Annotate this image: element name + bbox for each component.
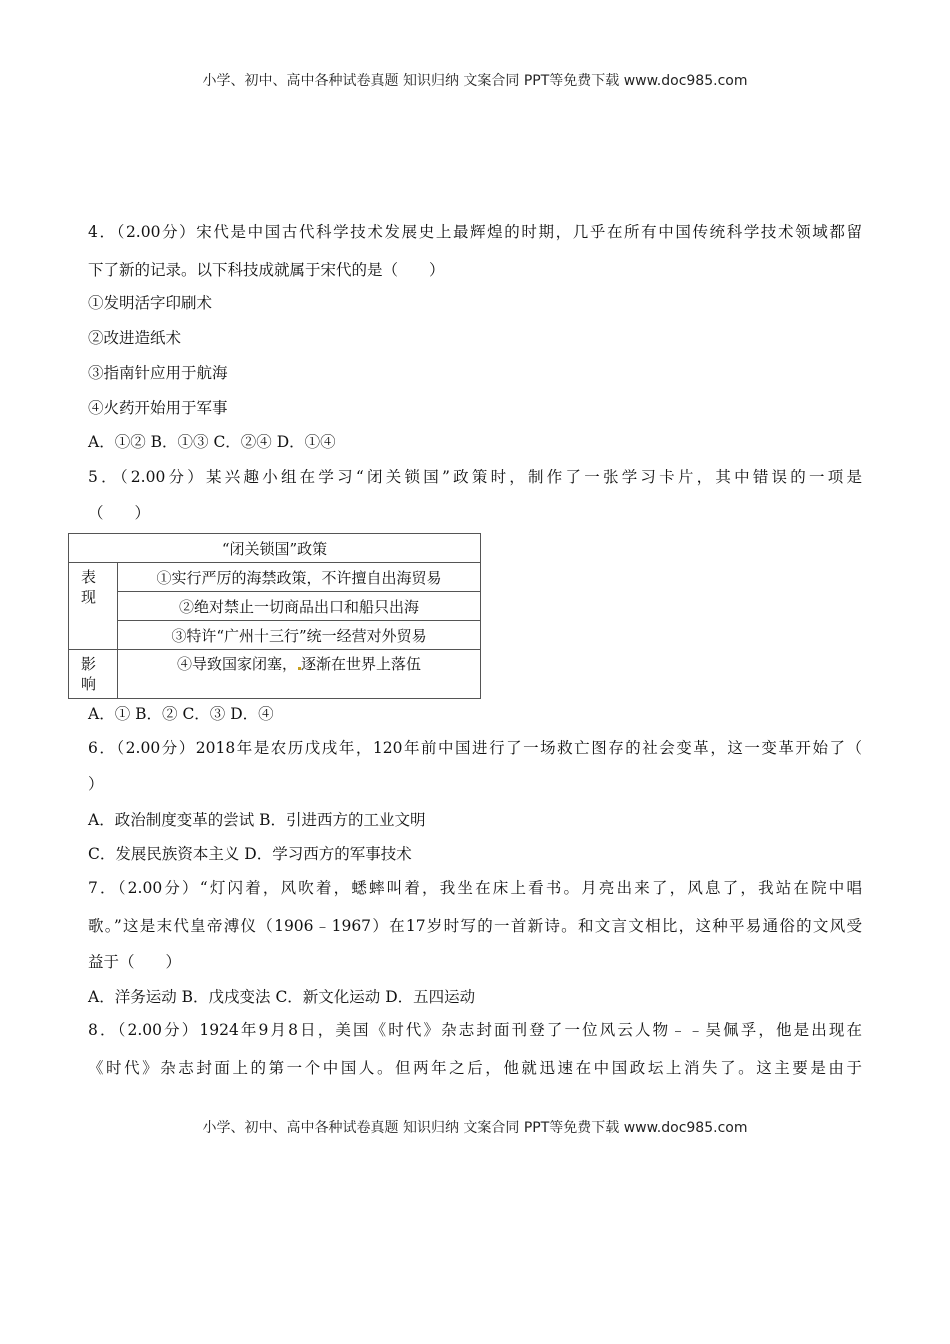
q5-stem-line1: 5．（2.00分）某兴趣小组在学习“闭关锁国”政策时，制作了一张学习卡片，其中错误的一项是 <box>88 468 862 486</box>
q5-options: A．① B．② C．③ D．④ <box>88 705 274 723</box>
q5-stem-line2: （ ） <box>88 504 151 522</box>
q4-item-3: ③指南针应用于航海 <box>88 364 228 382</box>
q4-item-1: ①发明活字印刷术 <box>88 294 213 312</box>
label-performance-text: 表现 <box>81 568 97 606</box>
q4-options: A．①② B．①③ C．②④ D．①④ <box>88 433 336 451</box>
label-performance <box>69 563 118 650</box>
impact-text-part1: ④导致国家闭塞， <box>176 655 297 673</box>
study-card-row-1: ①实行严厉的海禁政策，不许擅自出海贸易 <box>118 563 481 592</box>
q6-stem-line1: 6．（2.00分）2018年是农历戊戌年，120年前中国进行了一场救亡图存的社会变革，这一变革开始了（ <box>88 739 862 757</box>
study-card-row-3: ③特许“广州十三行”统一经营对外贸易 <box>118 621 481 650</box>
q6-options-line2: C．发展民族资本主义 D．学习西方的军事技术 <box>88 845 412 863</box>
q7-stem-line1: 7．（2.00分）“灯闪着，风吹着，蟋蟀叫着，我坐在床上看书。月亮出来了，风息了，我站在院中唱 <box>88 879 862 897</box>
label-impact <box>69 650 118 699</box>
q7-options: A．洋务运动 B．戊戌变法 C．新文化运动 D．五四运动 <box>88 988 476 1006</box>
page-footer-banner: 小学、初中、高中各种试卷真题 知识归纳 文案合同 PPT等免费下载 www.doc985.com <box>202 1120 748 1136</box>
impact-text-part2: 逐渐在世界上落伍 <box>301 655 422 673</box>
q7-stem-line2: 歌。”这是末代皇帝溥仪（1906﹣1967）在17岁时写的一首新诗。和文言文相比，这种平易通俗的文风受 <box>88 917 862 935</box>
q6-stem-line2: ） <box>88 775 104 793</box>
q4-stem-line2: 下了新的记录。以下科技成就属于宋代的是（ ） <box>88 261 445 279</box>
q8-stem-line1: 8．（2.00分）1924年9月8日，美国《时代》杂志封面刊登了一位风云人物﹣﹣吴佩孚，他是出现在 <box>88 1021 862 1039</box>
study-card-table <box>68 533 481 699</box>
q6-options-line1: A．政治制度变革的尝试 B．引进西方的工业文明 <box>88 811 426 829</box>
study-card-row-2: ②绝对禁止一切商品出口和船只出海 <box>118 592 481 621</box>
q7-stem-line3: 益于（ ） <box>88 953 182 971</box>
q4-item-2: ②改进造纸术 <box>88 329 182 347</box>
q4-item-4: ④火药开始用于军事 <box>88 399 228 417</box>
q4-stem-line1: 4．（2.00分）宋代是中国古代科学技术发展史上最辉煌的时期，几乎在所有中国传统科学技术领域都留 <box>88 223 862 241</box>
study-card-row-4 <box>118 650 481 699</box>
page-header-banner: 小学、初中、高中各种试卷真题 知识归纳 文案合同 PPT等免费下载 www.doc985.com <box>202 73 748 89</box>
q8-stem-line2: 《时代》杂志封面上的第一个中国人。但两年之后，他就迅速在中国政坛上消失了。这主要是由于 <box>88 1059 862 1077</box>
study-card-caption: “闭关锁国”政策 <box>69 534 481 563</box>
label-impact-text: 影响 <box>81 655 97 693</box>
